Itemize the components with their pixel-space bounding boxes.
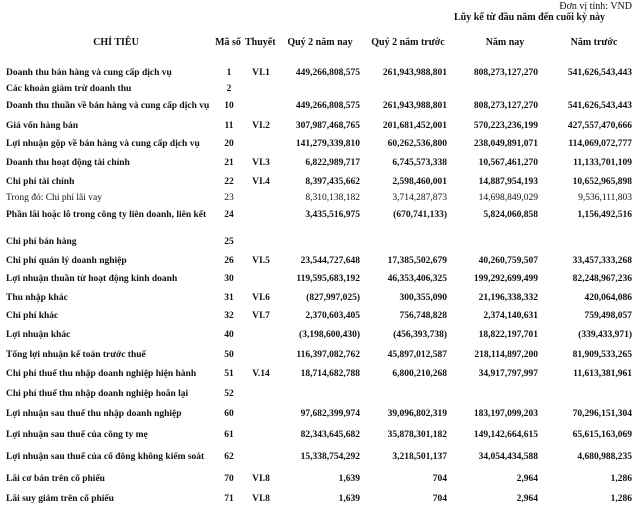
cell-q: 116,397,082,762 [296,350,360,360]
cell-label: Lợi nhuận sau thuế của cổ đông không kiểm soát [6,452,205,462]
cell-code: 26 [224,256,234,266]
table-row [0,193,640,207]
cell-code: 20 [224,139,234,149]
table-row [0,330,640,344]
cell-ytd: 238,049,891,071 [473,139,538,149]
cell-ytdp: 1,286 [610,494,632,504]
header-ytd-prev: Năm trước [570,37,618,48]
header-note: Thuyết [245,37,276,48]
cell-code: 61 [224,430,234,440]
cell-code: 11 [224,121,234,131]
cell-ytd: 34,917,797,997 [478,369,538,379]
table-row [0,256,640,270]
cell-qp: 39,096,802,319 [387,409,447,419]
cell-ytd: 5,824,060,858 [483,210,538,220]
cell-ytdp: 427,557,470,666 [567,121,632,131]
cell-ytd: 21,196,338,332 [478,293,538,303]
cell-ytdp: 65,615,163,069 [572,430,632,440]
cell-q: 1,639 [338,474,360,484]
cell-q: 1,639 [338,494,360,504]
cell-label: Lợi nhuận thuần từ hoạt động kinh doanh [6,274,178,284]
cell-code: 71 [224,494,234,504]
table-row [0,68,640,82]
cell-q: 82,343,645,682 [300,430,360,440]
cell-ytdp: 70,296,151,304 [572,409,632,419]
cell-code: 30 [224,274,234,284]
cell-note: VI.6 [252,293,270,303]
table-row [0,369,640,383]
cell-code: 40 [224,330,234,340]
cell-label: Chi phí bán hàng [6,237,77,247]
cell-code: 60 [224,409,234,419]
cell-ytd: 40,260,759,507 [478,256,538,266]
cell-q: 141,279,339,810 [295,139,360,149]
table-row [0,430,640,444]
cell-qp: 704 [432,494,447,504]
cell-q: (3,198,600,430) [299,330,360,340]
cell-note: VI.7 [252,311,270,321]
cell-ytdp: 10,652,965,898 [572,177,632,187]
cell-code: 22 [224,177,234,187]
cell-code: 24 [224,210,234,220]
cell-q: 15,338,754,292 [300,452,360,462]
cell-code: 25 [224,237,234,247]
cell-label: Thu nhập khác [6,293,68,303]
cell-ytdp: 4,680,988,235 [577,452,632,462]
table-row [0,494,640,508]
table-row [0,350,640,364]
table-row [0,474,640,488]
table-row [0,177,640,191]
cell-code: 51 [224,369,234,379]
table-row [0,389,640,403]
cell-ytdp: 1,156,492,516 [577,210,632,220]
cell-label: Giá vốn hàng bán [6,121,79,131]
cell-code: 21 [224,158,234,168]
cell-label: Lãi cơ bản trên cổ phiếu [6,474,105,484]
cell-qp: 261,943,988,801 [382,68,447,78]
cell-ytdp: 1,286 [610,474,632,484]
cell-qp: 756,748,828 [399,311,447,321]
cell-q: 3,435,516,975 [305,210,360,220]
cell-note: VI.3 [252,158,270,168]
cell-q: (827,997,025) [306,293,360,303]
cell-qp: 35,878,301,182 [387,430,447,440]
cell-label: Lãi suy giảm trên cổ phiếu [6,494,114,504]
cell-q: 8,310,138,182 [305,193,360,203]
header-ytd: Năm nay [485,37,525,48]
cell-label: Chi phí quản lý doanh nghiệp [6,256,127,266]
table-row [0,274,640,288]
cell-ytdp: (339,433,971) [578,330,632,340]
cell-ytd: 808,273,127,270 [473,101,538,111]
cell-label: Chi phí tài chính [6,177,75,187]
cell-note: VI.4 [252,177,270,187]
header-quarter-prev: Quý 2 năm trước [371,37,445,48]
cell-ytd: 14,887,954,193 [478,177,538,187]
cell-code: 50 [224,350,234,360]
cell-qp: 6,800,210,268 [392,369,447,379]
cell-qp: 2,598,460,001 [392,177,447,187]
cell-ytd: 18,822,197,701 [478,330,538,340]
table-row [0,293,640,307]
header-quarter: Quý 2 năm nay [287,37,353,48]
header-code: Mã số [215,37,241,48]
cell-code: 10 [224,101,234,111]
cell-q: 97,682,399,974 [300,409,360,419]
cell-code: 70 [224,474,234,484]
table-row [0,237,640,251]
cell-label: Lợi nhuận sau thuế thu nhập doanh nghiệp [6,409,182,419]
cell-q: 23,544,727,648 [300,256,360,266]
cell-ytd: 570,223,236,199 [473,121,538,131]
cell-q: 449,266,808,575 [295,68,360,78]
cell-ytd: 10,567,461,270 [478,158,538,168]
cell-label: Chi phí khác [6,311,59,321]
cell-ytdp: 114,069,072,777 [568,139,632,149]
cell-ytd: 808,273,127,270 [473,68,538,78]
table-row [0,210,640,224]
cell-qp: 46,353,406,325 [387,274,447,284]
cell-code: 52 [224,389,234,399]
table-row [0,311,640,325]
cell-ytd: 199,292,699,499 [473,274,538,284]
cell-note: V.14 [252,369,270,379]
cell-code: 1 [226,68,232,78]
cell-qp: 17,385,502,679 [387,256,447,266]
cell-note: VI.2 [252,121,270,131]
cell-q: 449,266,808,575 [295,101,360,111]
cell-ytdp: 541,626,543,443 [567,68,632,78]
table-row [0,139,640,153]
cell-ytdp: 81,909,533,265 [572,350,632,360]
table-row [0,409,640,423]
cell-qp: 261,943,988,801 [382,101,447,111]
cell-qp: 201,681,452,001 [382,121,447,131]
cell-code: 2 [226,84,232,94]
cell-ytd: 2,964 [516,474,538,484]
cell-label: Doanh thu bán hàng và cung cấp dịch vụ [6,68,172,78]
cell-note: VI.5 [252,256,270,266]
cell-label: Chi phí thuế thu nhập doanh nghiệp hiện hành [6,369,197,379]
cell-label: Lợi nhuận sau thuế của công ty mẹ [6,430,148,440]
cell-label: Phần lãi hoặc lỗ trong công ty liên doanh, liên kết [6,210,207,220]
header-label: CHỈ TIÊU [93,37,139,48]
cell-ytdp: 541,626,543,443 [567,101,632,111]
cell-ytd: 218,114,897,200 [474,350,538,360]
unit-note: Đơn vị tính: VND [559,1,632,12]
cell-label: Lợi nhuận gộp về bán hàng và cung cấp dịch vụ [6,139,200,149]
table-row [0,158,640,172]
cell-ytd: 2,374,140,631 [483,311,538,321]
cell-label: Doanh thu hoạt động tài chính [6,158,130,168]
cell-label: Trong đó: Chi phí lãi vay [6,193,102,203]
cell-ytdp: 9,536,111,803 [578,193,632,203]
cell-ytdp: 82,248,967,236 [572,274,632,284]
cell-note: VI.1 [252,68,270,78]
cell-qp: 60,262,536,800 [387,139,447,149]
cell-note: VI.8 [252,494,270,504]
cell-q: 2,370,603,405 [305,311,360,321]
cell-qp: 704 [432,474,447,484]
cell-code: 32 [224,311,234,321]
cell-ytdp: 420,064,086 [584,293,632,303]
table-row [0,452,640,466]
cell-ytd: 34,054,434,588 [478,452,538,462]
cell-code: 31 [224,293,234,303]
cell-label: Tổng lợi nhuận kế toán trước thuế [6,350,146,360]
cell-qp: 3,714,287,873 [392,193,447,203]
cell-ytd: 14,698,849,029 [478,193,538,203]
table-row [0,84,640,98]
cell-ytdp: 11,613,381,961 [573,369,632,379]
cell-ytd: 183,197,099,203 [473,409,538,419]
cell-qp: 45,897,012,587 [387,350,447,360]
cell-q: 8,397,435,662 [305,177,360,187]
cell-ytdp: 33,457,333,268 [572,256,632,266]
cell-label: Doanh thu thuần về bán hàng và cung cấp dịch vụ [6,101,210,111]
cell-label: Các khoản giảm trừ doanh thu [6,84,132,94]
cell-qp: (456,393,738) [393,330,447,340]
cell-ytdp: 11,133,701,109 [573,158,632,168]
cell-qp: 6,745,573,338 [392,158,447,168]
cell-ytd: 149,142,664,615 [473,430,538,440]
cell-qp: 300,355,090 [399,293,447,303]
cell-ytd: 2,964 [516,494,538,504]
cell-code: 23 [224,193,234,203]
table-row [0,101,640,115]
cell-q: 119,595,683,192 [296,274,360,284]
cell-q: 18,714,682,788 [300,369,360,379]
cell-q: 6,822,989,717 [305,158,360,168]
cell-label: Chi phí thuế thu nhập doanh nghiệp hoãn lại [6,389,189,399]
cell-label: Lợi nhuận khác [6,330,71,340]
cumulative-header: Lũy kế từ đầu năm đến cuối kỳ này [454,12,606,23]
table-row [0,121,640,135]
cell-note: VI.8 [252,474,270,484]
cell-qp: 3,218,501,137 [392,452,447,462]
cell-q: 307,987,468,765 [295,121,360,131]
cell-ytdp: 759,498,057 [584,311,632,321]
cell-code: 62 [224,452,234,462]
cell-qp: (670,741,133) [393,210,447,220]
